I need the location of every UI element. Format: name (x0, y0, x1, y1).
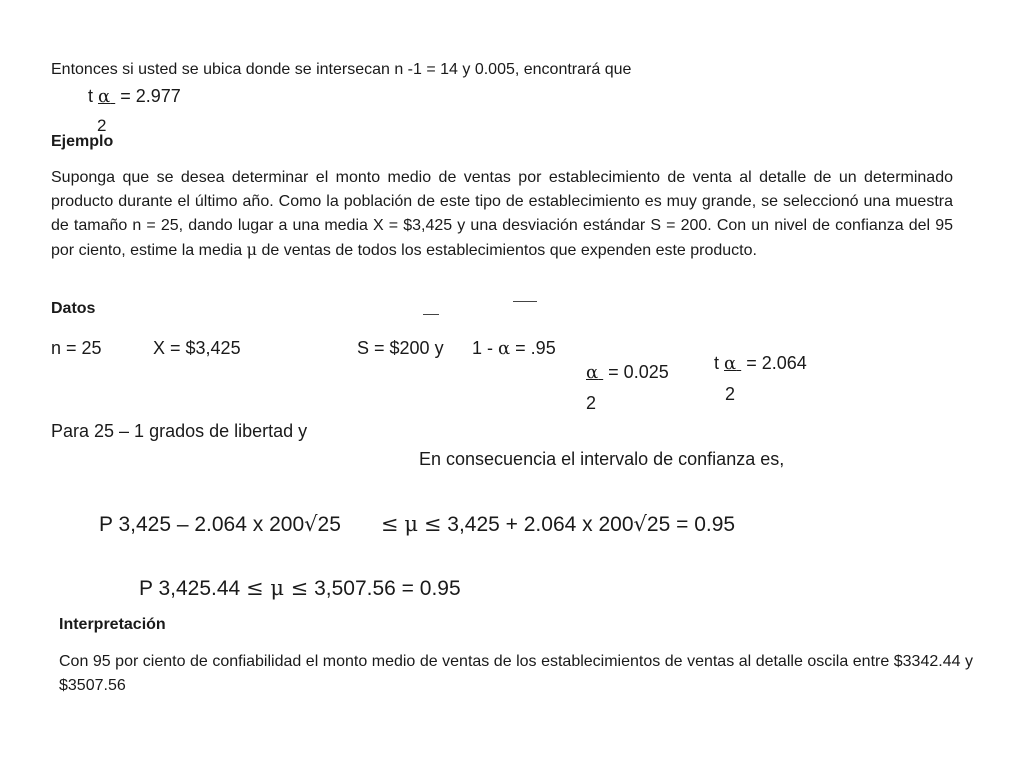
t-value: = 2.977 (115, 86, 181, 106)
sqrt-symbol: √ (304, 512, 318, 536)
example-heading: Ejemplo (51, 133, 114, 150)
intro-t-statistic (88, 86, 181, 107)
intro-text: Entonces si usted se ubica donde se intersecan n -1 = 14 y 0.005, encontrará que (51, 61, 632, 78)
datos-n: n = 25 (51, 338, 102, 358)
example-paragraph (51, 166, 953, 263)
interpretation-text: Con 95 por ciento de confiabilidad el monto medio de ventas de los establecimientos de ventas al detalle oscila entre $3342.44 y $3507.56 (59, 653, 973, 694)
alpha-symbol: α (724, 353, 737, 374)
leq-symbol: ≤ (380, 512, 399, 536)
xbar-line (423, 314, 439, 315)
leq-symbol: ≤ (246, 576, 264, 600)
alpha-half-denominator: 2 (586, 393, 597, 413)
alpha-symbol: α (498, 338, 511, 359)
datos-heading: Datos (51, 300, 96, 317)
datos-x: X = $3,425 (153, 338, 241, 358)
mu-symbol: μ (263, 576, 291, 600)
mu-symbol: μ (246, 240, 258, 259)
degrees-of-freedom: Para 25 – 1 grados de libertad y (51, 421, 308, 441)
alpha-half: α = 0.025 (586, 362, 669, 383)
interpretation-heading: Interpretación (59, 616, 166, 633)
sqrt-symbol: √ (633, 512, 647, 536)
intro-denominator: 2 (97, 116, 107, 135)
t-critical: t α = 2.064 (714, 353, 807, 374)
leq-symbol: ≤ (423, 512, 442, 536)
example-paragraph-text: Suponga que se desea determinar el monto medio de ventas por establecimiento de venta al detalle de un determinado producto durante el último año. Como la población de este tipo de establecimiento es muy grande, se seleccionó una muestra de tamaño n = 25, dando lugar a una media X = $3,425 y una desviación estándar S = 200. Con un nivel de confianza del 95 por ciento, estime la media (51, 169, 953, 259)
xbar-line (513, 301, 537, 302)
t-critical-denominator: 2 (725, 384, 736, 404)
datos-confidence: 1 - α = .95 (472, 338, 556, 359)
leq-symbol: ≤ (290, 576, 309, 600)
confidence-interval-result: P 3,425.44 ≤ μ ≤ 3,507.56 = 0.95 (139, 576, 461, 600)
datos-s: S = $200 y (357, 338, 444, 358)
mu-symbol: μ (404, 512, 418, 536)
t-symbol: t (88, 86, 94, 106)
example-paragraph-text-end: de ventas de todos los establecimientos que expenden este producto. (261, 242, 757, 259)
alpha-symbol: α (586, 362, 599, 383)
consequence-text: En consecuencia el intervalo de confianza es, (419, 449, 785, 469)
alpha-symbol: α (98, 86, 111, 107)
confidence-interval-formula: P 3,425 – 2.064 x 200√25 ≤ μ ≤ 3,425 + 2.064 x 200√25 = 0.95 (99, 512, 736, 536)
